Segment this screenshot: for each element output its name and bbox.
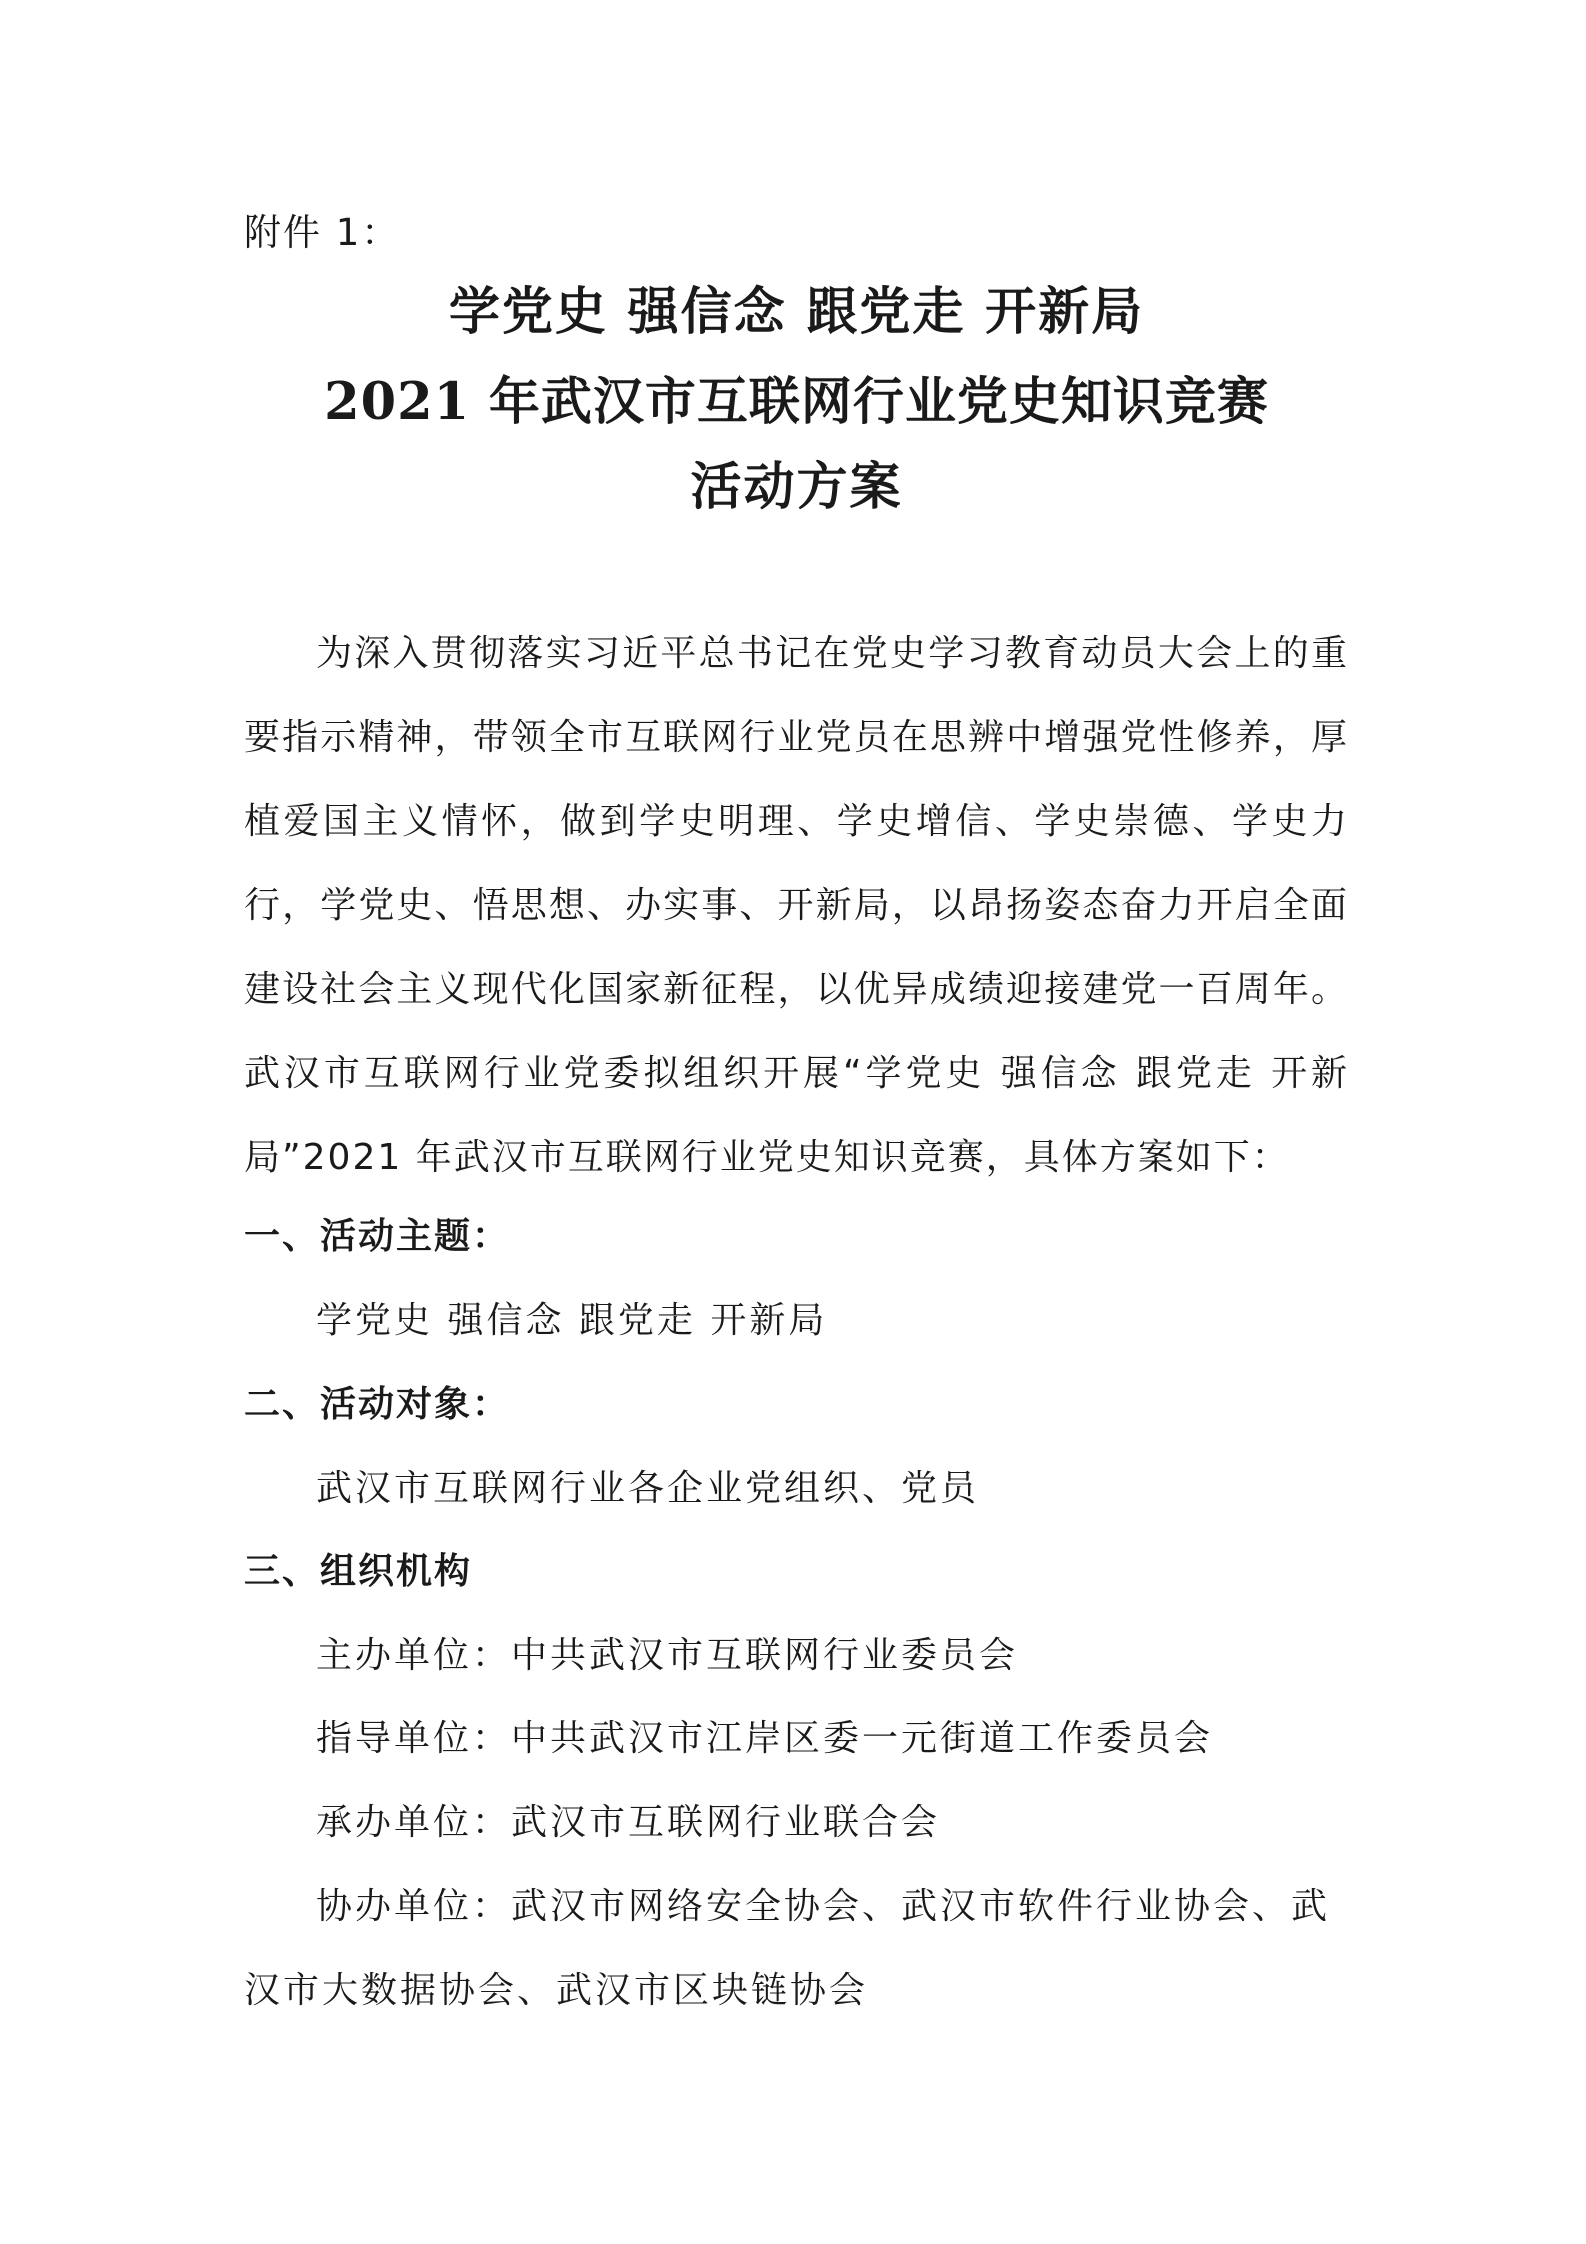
section-1-heading: 一、活动主题：: [244, 1216, 511, 1257]
section-2-heading: 二、活动对象：: [244, 1384, 511, 1425]
section-3-heading: 三、组织机构: [244, 1551, 473, 1592]
title-line-1: 学党史 强信念 跟党走 开新局: [448, 282, 1145, 342]
organizer-unit: 承办单位：武汉市互联网行业联合会: [316, 1802, 941, 1843]
title-line-3: 活动方案: [690, 457, 903, 517]
intro-paragraph: 为深入贯彻落实习近平总书记在党史学习教育动员大会上的重要指示精神，带领全市互联网行业党员在思辨中增强党性修养，厚植爱国主义情怀，做到学史明理、学史增信、学史崇德、学史力行，学党史、悟思想、办实事、开新局，以昂扬姿态奋力开启全面建设社会主义现代化国家新征程，以优异成绩迎接建党一百周年。武汉市互联网行业党委拟组织开展“学党史 强信念 跟党走 开新局”2021 年武汉市互联网行业党史知识竞赛，具体方案如下：: [244, 633, 1349, 1178]
attachment-label: 附件 1：: [244, 211, 401, 254]
section-1-content: 学党史 强信念 跟党走 开新局: [316, 1300, 828, 1341]
co-organizer-unit: 协办单位：武汉市网络安全协会、武汉市软件行业协会、武汉市大数据协会、武汉市区块链协会: [244, 1886, 1331, 2011]
guide-unit: 指导单位：中共武汉市江岸区委一元街道工作委员会: [316, 1718, 1214, 1759]
title-line-2: 2021 年武汉市互联网行业党史知识竞赛: [324, 372, 1269, 432]
section-2-content: 武汉市互联网行业各企业党组织、党员: [316, 1468, 980, 1509]
host-unit: 主办单位：中共武汉市互联网行业委员会: [316, 1635, 1019, 1676]
